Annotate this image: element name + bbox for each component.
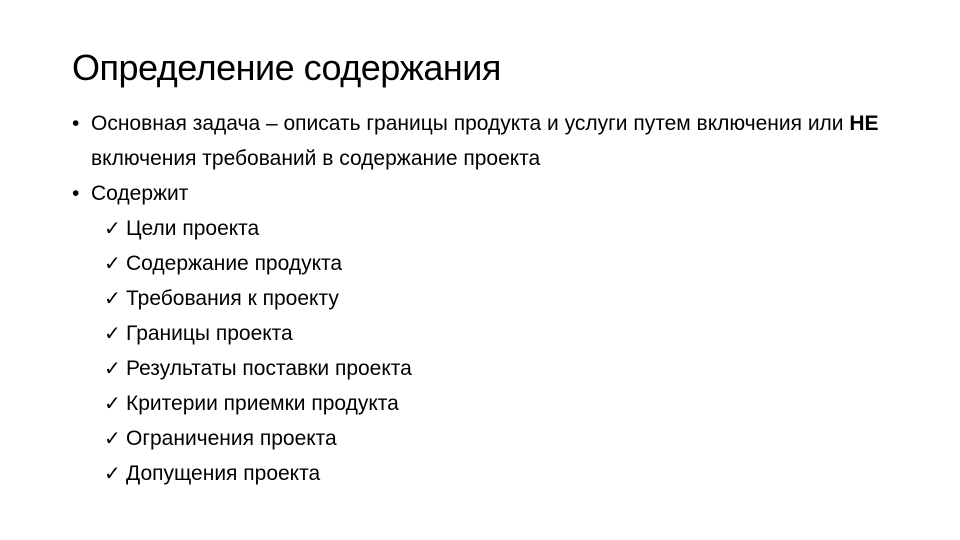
bullet-text-end: включения требований в содержание проекта bbox=[91, 147, 541, 170]
bullet-item-contains bbox=[72, 176, 912, 211]
bullet-text-start: Основная задача – описать границы продукта и услуги путем включения или bbox=[91, 112, 850, 135]
checkmark-icon: ✓ bbox=[104, 286, 121, 310]
checkmark-icon: ✓ bbox=[104, 321, 121, 345]
checklist-item-label: Границы проекта bbox=[126, 322, 293, 345]
bullet-icon: • bbox=[72, 182, 80, 205]
checklist-item-label: Цели проекта bbox=[126, 217, 260, 240]
checkmark-icon: ✓ bbox=[104, 391, 121, 415]
checkmark-icon: ✓ bbox=[104, 461, 121, 485]
bullet-text bbox=[91, 106, 912, 176]
bullet-icon: • bbox=[72, 112, 80, 135]
checkmark-icon: ✓ bbox=[104, 426, 121, 450]
checkmark-icon: ✓ bbox=[104, 356, 121, 380]
checklist-item-label: Требования к проекту bbox=[126, 287, 339, 310]
bullet-text-emphasis: НЕ bbox=[849, 112, 879, 135]
slide-body bbox=[72, 106, 912, 491]
checklist-item bbox=[104, 421, 912, 456]
bullet-text: Содержит bbox=[91, 182, 189, 205]
checklist-item-label: Результаты поставки проекта bbox=[126, 357, 412, 380]
bullet-item-main-task bbox=[72, 106, 912, 176]
checklist-item bbox=[104, 316, 912, 351]
checklist-item bbox=[104, 456, 912, 491]
checklist-item bbox=[104, 386, 912, 421]
checklist-item bbox=[104, 211, 912, 246]
contains-checklist bbox=[72, 211, 912, 491]
slide-title: Определение содержания bbox=[72, 47, 501, 88]
checklist-item-label: Допущения проекта bbox=[126, 462, 321, 485]
checkmark-icon: ✓ bbox=[104, 251, 121, 275]
checklist-item-label: Ограничения проекта bbox=[126, 427, 337, 450]
checklist-item bbox=[104, 246, 912, 281]
checklist-item-label: Критерии приемки продукта bbox=[126, 392, 399, 415]
checklist-item-label: Содержание продукта bbox=[126, 252, 343, 275]
checkmark-icon: ✓ bbox=[104, 216, 121, 240]
checklist-item bbox=[104, 351, 912, 386]
checklist-item bbox=[104, 281, 912, 316]
